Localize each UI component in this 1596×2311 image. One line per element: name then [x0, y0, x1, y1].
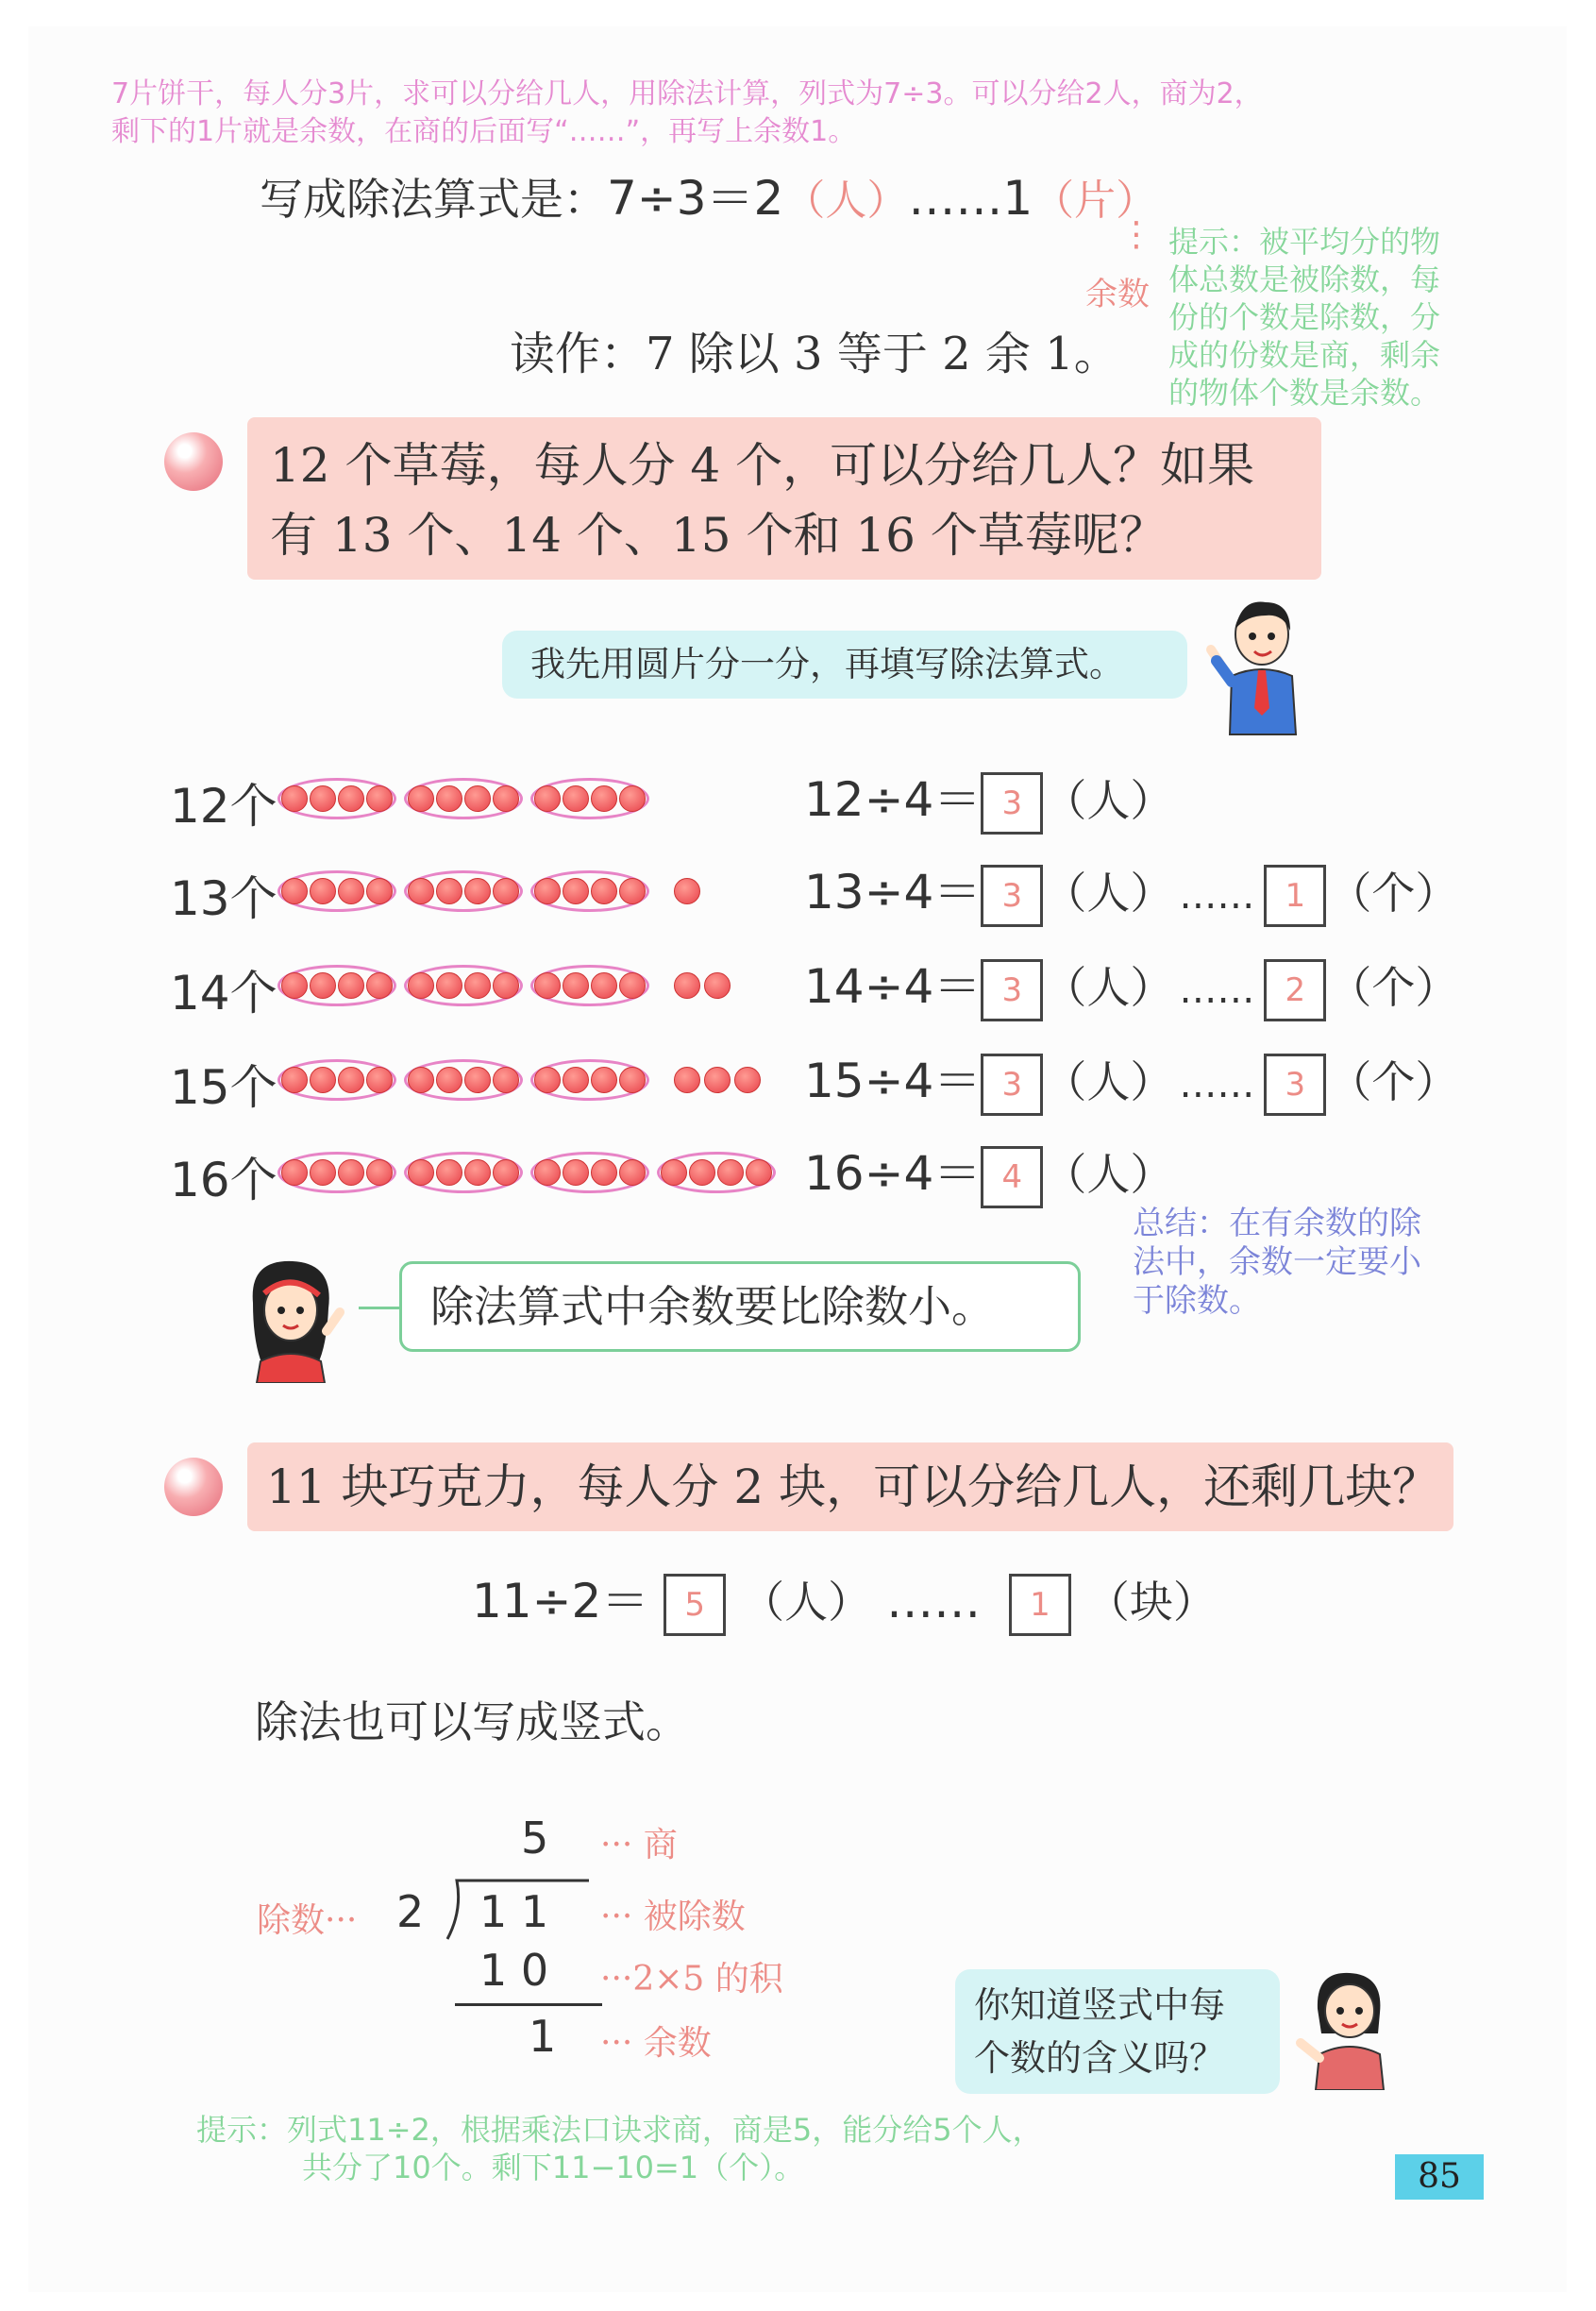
counter-dot [674, 1067, 700, 1093]
counter-dot [281, 972, 308, 999]
quotient-box[interactable]: 3 [981, 772, 1043, 835]
remainder-dots: …… [1179, 1063, 1255, 1106]
intro-unit-people: （人） [783, 177, 909, 225]
counter-dot [408, 1159, 434, 1186]
counter-dot [591, 878, 617, 904]
bottom-hint-line1: 提示：列式11÷2，根据乘法口诀求商，商是5，能分给5个人， [196, 2112, 1043, 2148]
bubble-connector [359, 1307, 400, 1309]
group-of-four [277, 965, 396, 1006]
counter-dot [493, 1067, 519, 1093]
counter-dot [366, 785, 393, 812]
remainder-dots: …… [1179, 969, 1255, 1012]
summary-note [1133, 1205, 1472, 1321]
counter-dot [493, 972, 519, 999]
boy-illustration-icon [1203, 595, 1317, 736]
counter-dot [493, 1159, 519, 1186]
counter-dot [591, 1067, 617, 1093]
counter-dot [563, 878, 589, 904]
counter-dot [436, 785, 462, 812]
counter-dot [310, 972, 336, 999]
quotient-box[interactable]: 4 [981, 1146, 1043, 1208]
quotient-box[interactable]: 3 [981, 865, 1043, 927]
counter-dot [619, 1067, 646, 1093]
counter-dot [717, 1159, 744, 1186]
counter-dot [281, 878, 308, 904]
intro-prefix: 写成除法算式是： [260, 174, 607, 225]
unit-people: （人） [1043, 1056, 1174, 1107]
row-equation [804, 1140, 1173, 1208]
counter-dot [534, 785, 561, 812]
question-bullet-icon [164, 432, 223, 491]
row-equation [804, 859, 1458, 929]
group-of-four [404, 1152, 523, 1193]
row-expression: 14÷4＝ [804, 959, 982, 1014]
girl2-illustration-icon [1291, 1967, 1404, 2090]
row-expression: 16÷4＝ [804, 1146, 982, 1201]
group-of-four [277, 1059, 396, 1101]
row-label: 14个 [170, 966, 277, 1021]
group-of-four [530, 870, 649, 912]
counter-dot [338, 1067, 364, 1093]
counter-dot [674, 878, 700, 904]
counter-dot [464, 878, 491, 904]
group-of-four [657, 1152, 776, 1193]
unit-items: （个） [1328, 1056, 1459, 1107]
hint-note [1168, 223, 1489, 412]
read-as: 读作：7 除以 3 等于 2 余 1。 [510, 328, 1119, 380]
group-of-four [530, 965, 649, 1006]
counter-dot [689, 1159, 715, 1186]
counter-dot [591, 972, 617, 999]
row-equation [804, 953, 1458, 1023]
counter-dot [619, 878, 646, 904]
equation-2 [472, 1567, 1217, 1636]
counter-dot [534, 972, 561, 999]
question-1-band [247, 417, 1321, 580]
hint-line: 提示：被平均分的物 [1168, 224, 1441, 260]
counter-dot [704, 1067, 731, 1093]
counter-dot [464, 1159, 491, 1186]
counter-dot [734, 1067, 761, 1093]
counter-dot [493, 785, 519, 812]
vertical-intro: 除法也可以写成竖式。 [255, 1696, 689, 1747]
top-note-line1: 7片饼干，每人分3片，求可以分给几人，用除法计算，列式为7÷3。可以分给2人，商为2， [111, 77, 1263, 110]
counter-dot [366, 878, 393, 904]
strawberry-groups [277, 870, 700, 912]
counter-dot [436, 878, 462, 904]
counter-dot [366, 972, 393, 999]
group-of-four [530, 1059, 649, 1101]
counter-dot [338, 1159, 364, 1186]
top-note [111, 76, 1508, 151]
row-label: 13个 [170, 871, 277, 926]
intro-remainder-dots: ……1 [908, 171, 1033, 226]
bottom-hint [196, 2111, 1235, 2186]
eq2-expression: 11÷2＝ [472, 1574, 649, 1628]
row-expression: 15÷4＝ [804, 1054, 982, 1108]
counter-dot [408, 1067, 434, 1093]
counter-dot [310, 785, 336, 812]
eq2-unit-people: （人） [741, 1577, 872, 1628]
intro-expression [260, 160, 1157, 228]
question-1-line2: 有 13 个、14 个、15 个和 16 个草莓呢？ [270, 508, 1167, 563]
counter-dot [619, 785, 646, 812]
girl2-bubble-line2: 个数的含义吗？ [974, 2037, 1226, 2079]
summary-line: 法中，余数一定要小 [1133, 1243, 1421, 1281]
counter-dot [436, 972, 462, 999]
leftover-dots [674, 878, 700, 904]
counter-dot [563, 1067, 589, 1093]
group-of-four [404, 778, 523, 819]
eq2-unit-blocks: （块） [1085, 1577, 1217, 1628]
unit-people: （人） [1043, 775, 1174, 826]
vertical-quotient: 5 [521, 1813, 549, 1864]
strawberry-groups [277, 965, 731, 1006]
counter-dot [464, 785, 491, 812]
leftover-dots [674, 972, 731, 999]
quotient-box[interactable]: 3 [981, 1054, 1043, 1116]
unit-people: （人） [1043, 1149, 1174, 1200]
vertical-dividend: 1 1 [479, 1886, 549, 1937]
intro-expr: 7÷3＝2 [607, 171, 784, 226]
label-dividend: ··· 被除数 [600, 1898, 746, 1936]
vertical-divisor: 2 [396, 1886, 425, 1937]
counter-dot [674, 972, 700, 999]
group-of-four [404, 870, 523, 912]
leftover-dots [674, 1067, 761, 1093]
remainder-box[interactable]: 2 [1264, 959, 1326, 1021]
counter-dot [310, 1067, 336, 1093]
eq2-quotient-box[interactable]: 5 [664, 1574, 726, 1636]
counter-dot [591, 1159, 617, 1186]
summary-line: 总结：在有余数的除 [1133, 1205, 1421, 1242]
label-product: ···2×5 的积 [600, 1960, 783, 1999]
hint-line: 成的份数是商，剩余 [1168, 337, 1441, 373]
unit-items: （个） [1328, 868, 1459, 919]
group-of-four [277, 1152, 396, 1193]
summary-line: 于除数。 [1133, 1282, 1261, 1320]
intro-unit-pieces: （片） [1033, 177, 1158, 225]
counter-dot [619, 1159, 646, 1186]
unit-people: （人） [1043, 868, 1174, 919]
hint-line: 体总数是被除数，每 [1168, 261, 1441, 297]
counter-dot [436, 1067, 462, 1093]
hint-line: 份的个数是除数，分 [1168, 299, 1441, 335]
counter-dot [338, 785, 364, 812]
row-equation [804, 1048, 1458, 1118]
counter-dot [591, 785, 617, 812]
hint-line: 的物体个数是余数。 [1168, 375, 1441, 411]
girl-illustration-icon [236, 1256, 354, 1383]
counter-dot [310, 878, 336, 904]
girl2-speech-bubble [955, 1969, 1280, 2094]
counter-dot [281, 785, 308, 812]
group-of-four [277, 778, 396, 819]
counter-dot [661, 1159, 687, 1186]
counter-dot [310, 1159, 336, 1186]
counter-dot [534, 1067, 561, 1093]
row-equation [804, 767, 1173, 835]
label-remainder: ··· 余数 [600, 2024, 712, 2063]
counter-dot [281, 1067, 308, 1093]
remainder-label: 余数 [1085, 276, 1150, 313]
group-of-four [404, 1059, 523, 1101]
top-note-line2: 剩下的1片就是余数，在商的后面写“……”，再写上余数1。 [111, 115, 857, 148]
row-label: 15个 [170, 1060, 277, 1115]
label-quotient: ··· 商 [600, 1826, 678, 1864]
row-label: 12个 [170, 779, 277, 834]
quotient-box[interactable]: 3 [981, 959, 1043, 1021]
eq2-remainder-box[interactable]: 1 [1009, 1574, 1071, 1636]
group-of-four [404, 965, 523, 1006]
counter-dot [464, 972, 491, 999]
remainder-dots: …… [1179, 874, 1255, 918]
group-of-four [530, 1152, 649, 1193]
counter-dot [338, 972, 364, 999]
counter-dot [534, 1159, 561, 1186]
label-divisor: 除数··· [257, 1901, 358, 1940]
remainder-box[interactable]: 1 [1264, 865, 1326, 927]
group-of-four [277, 870, 396, 912]
counter-dot [408, 785, 434, 812]
row-label: 16个 [170, 1153, 277, 1207]
eq2-dots: …… [886, 1574, 982, 1628]
question-1-line1: 12 个草莓，每人分 4 个，可以分给几人？如果 [270, 438, 1255, 493]
subtraction-line [455, 2003, 602, 2006]
counter-dot [366, 1159, 393, 1186]
counter-dot [534, 878, 561, 904]
counter-dot [619, 972, 646, 999]
counter-dot [563, 972, 589, 999]
remainder-pointer: ⋮ [1119, 215, 1153, 254]
counter-dot [563, 1159, 589, 1186]
vertical-product: 1 0 [479, 1945, 549, 1996]
counter-dot [366, 1067, 393, 1093]
remainder-box[interactable]: 3 [1264, 1054, 1326, 1116]
group-of-four [530, 778, 649, 819]
counter-dot [436, 1159, 462, 1186]
bottom-hint-line2: 共分了10个。剩下11−10=1（个）。 [302, 2150, 805, 2185]
counter-dot [338, 878, 364, 904]
question-2-band: 11 块巧克力，每人分 2 块，可以分给几人，还剩几块？ [247, 1442, 1453, 1531]
strawberry-groups [277, 1059, 761, 1101]
row-expression: 12÷4＝ [804, 772, 982, 827]
counter-dot [563, 785, 589, 812]
question-bullet-icon [164, 1458, 223, 1516]
counter-dot [281, 1159, 308, 1186]
girl2-bubble-line1: 你知道竖式中每 [974, 1984, 1226, 2026]
row-expression: 13÷4＝ [804, 865, 982, 919]
unit-items: （个） [1328, 962, 1459, 1013]
counter-dot [408, 972, 434, 999]
unit-people: （人） [1043, 962, 1174, 1013]
page-number: 85 [1395, 2154, 1484, 2200]
counter-dot [704, 972, 731, 999]
vertical-remainder: 1 [529, 2011, 557, 2062]
counter-dot [746, 1159, 772, 1186]
strawberry-groups [277, 1152, 776, 1193]
boy-speech-bubble: 我先用圆片分一分，再填写除法算式。 [502, 631, 1187, 699]
girl-speech-bubble: 除法算式中余数要比除数小。 [399, 1261, 1081, 1352]
counter-dot [493, 878, 519, 904]
strawberry-groups [277, 778, 649, 819]
counter-dot [408, 878, 434, 904]
counter-dot [464, 1067, 491, 1093]
